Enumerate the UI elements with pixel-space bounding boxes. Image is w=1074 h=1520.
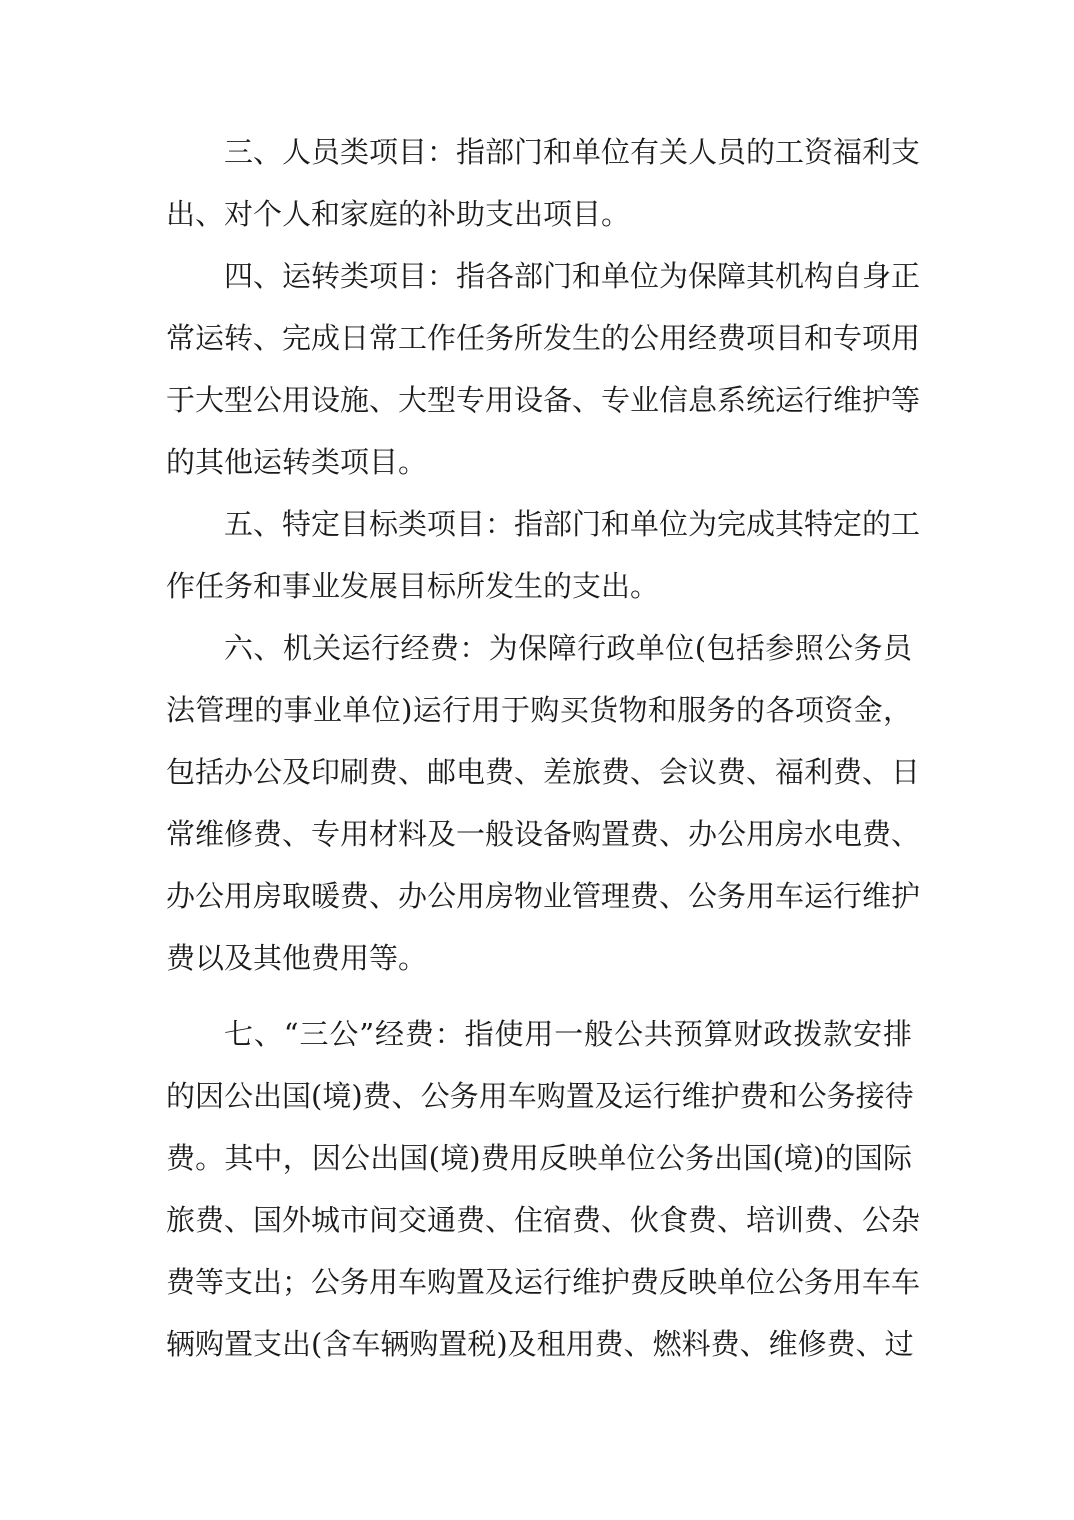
paragraph-item-4-line-3: 于大型公用设施、大型专用设备、专业信息系统运行维护等 — [166, 383, 921, 417]
paragraph-item-7-line-1: 七、“三公”经费：指使用一般公共预算财政拨款安排 — [224, 1017, 912, 1051]
paragraph-item-3-line-2: 出、对个人和家庭的补助支出项目。 — [166, 197, 631, 231]
paragraph-item-6-line-5: 办公用房取暖费、办公用房物业管理费、公务用车运行维护 — [166, 879, 921, 913]
paragraph-item-7-line-5: 费等支出；公务用车购置及运行维护费反映单位公务用车车 — [166, 1265, 921, 1299]
paragraph-item-6-line-6: 费以及其他费用等。 — [166, 941, 428, 975]
paragraph-item-3-line-1: 三、人员类项目：指部门和单位有关人员的工资福利支 — [224, 135, 921, 169]
paragraph-item-6-line-3: 包括办公及印刷费、邮电费、差旅费、会议费、福利费、日 — [166, 755, 921, 789]
paragraph-item-5-line-1: 五、特定目标类项目：指部门和单位为完成其特定的工 — [224, 507, 921, 541]
paragraph-item-4-line-1: 四、运转类项目：指各部门和单位为保障其机构自身正 — [224, 259, 921, 293]
paragraph-item-6-line-2: 法管理的事业单位)运行用于购买货物和服务的各项资金， — [166, 693, 912, 727]
paragraph-item-7-line-6: 辆购置支出(含车辆购置税)及租用费、燃料费、维修费、过 — [166, 1327, 914, 1361]
paragraph-item-7-line-3: 费。其中，因公出国(境)费用反映单位公务出国(境)的国际 — [166, 1141, 912, 1175]
paragraph-item-7-line-4: 旅费、国外城市间交通费、住宿费、伙食费、培训费、公杂 — [166, 1203, 921, 1237]
paragraph-item-4-line-2: 常运转、完成日常工作任务所发生的公用经费项目和专项用 — [166, 321, 921, 355]
paragraph-item-5-line-2: 作任务和事业发展目标所发生的支出。 — [166, 569, 660, 603]
paragraph-item-6-line-4: 常维修费、专用材料及一般设备购置费、办公用房水电费、 — [166, 817, 921, 851]
paragraph-item-6-line-1: 六、机关运行经费：为保障行政单位(包括参照公务员 — [224, 631, 912, 665]
paragraph-item-4-line-4: 的其他运转类项目。 — [166, 445, 428, 479]
paragraph-item-7-line-2: 的因公出国(境)费、公务用车购置及运行维护费和公务接待 — [166, 1079, 914, 1113]
